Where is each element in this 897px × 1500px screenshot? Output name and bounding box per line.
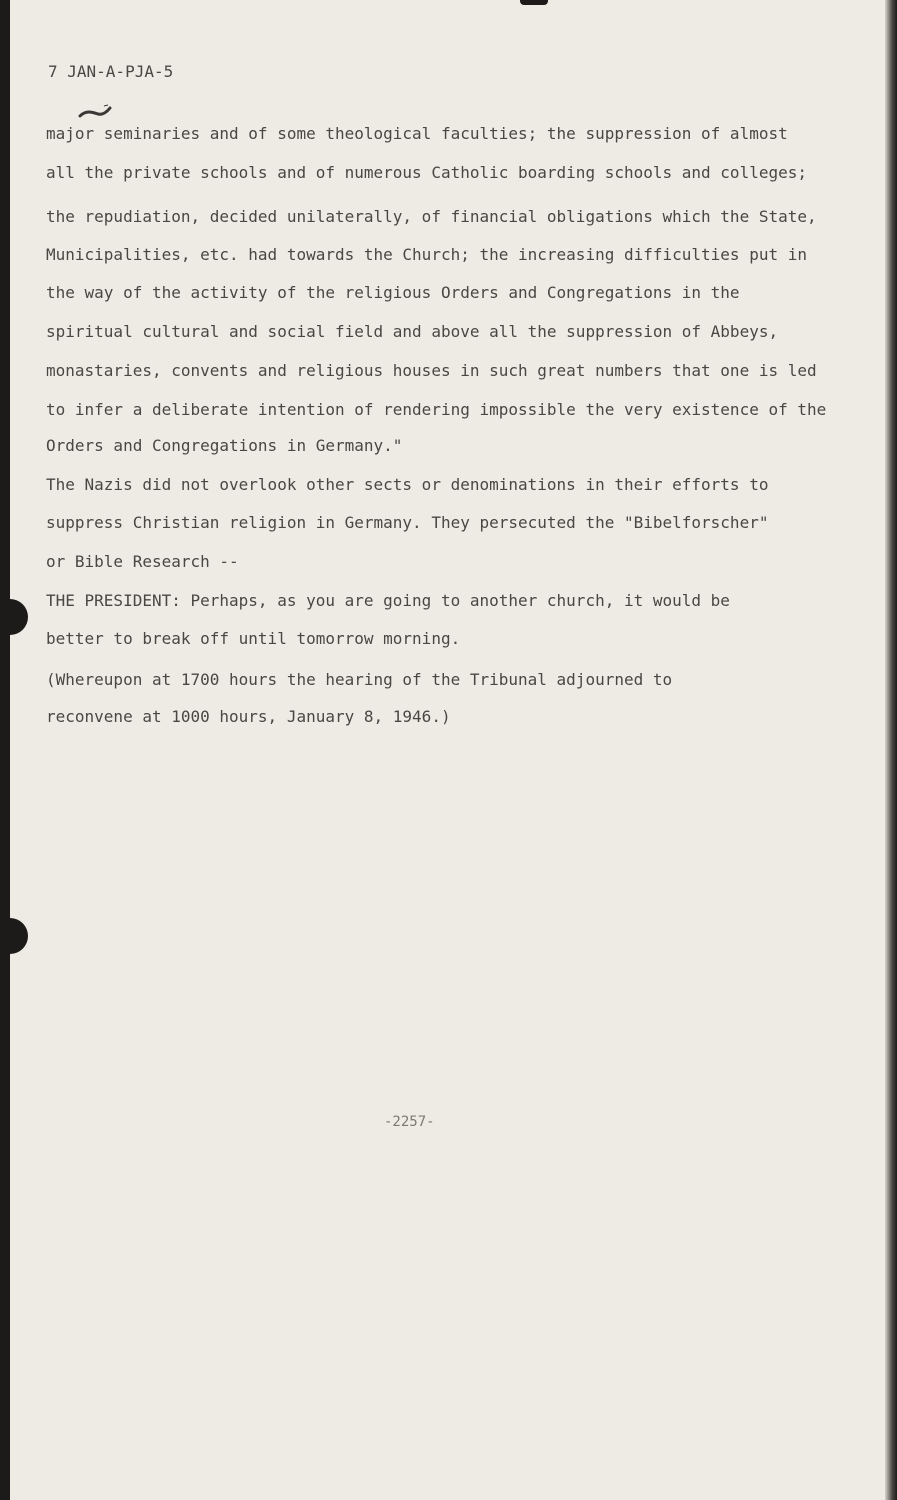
page-number: -2257- (384, 1114, 435, 1130)
body-line-4: Municipalities, etc. had towards the Church; the increasing difficulties put in (46, 245, 807, 264)
body-line-1: major seminaries and of some theological faculties; the suppression of almost (46, 124, 788, 143)
body-line-12: or Bible Research -- (46, 552, 239, 571)
body-line-13: THE PRESIDENT: Perhaps, as you are going to another church, it would be (46, 591, 730, 610)
punch-hole-lower (0, 918, 28, 954)
body-line-10: The Nazis did not overlook other sects or denominations in their efforts to (46, 475, 769, 494)
body-line-15: (Whereupon at 1700 hours the hearing of the Tribunal adjourned to (46, 670, 673, 689)
body-line-6: spiritual cultural and social field and above all the suppression of Abbeys, (46, 322, 779, 341)
document-reference: 7 JAN-A-PJA-5 (48, 62, 174, 81)
body-line-2: all the private schools and of numerous Catholic boarding schools and colleges; (46, 163, 807, 182)
scan-left-edge (0, 0, 10, 1500)
body-line-5: the way of the activity of the religious Orders and Congregations in the (46, 283, 740, 302)
scan-top-mark (520, 0, 548, 5)
body-line-8: to infer a deliberate intention of rendering impossible the very existence of the (46, 400, 827, 419)
scan-right-edge (885, 0, 897, 1500)
punch-hole-upper (0, 599, 28, 635)
body-line-7: monastaries, convents and religious houses in such great numbers that one is led (46, 361, 817, 380)
body-line-11: suppress Christian religion in Germany. They persecuted the "Bibelforscher" (46, 513, 769, 532)
body-line-3: the repudiation, decided unilaterally, of financial obligations which the State, (46, 207, 817, 226)
ink-smudge-mark (78, 104, 112, 120)
body-line-16: reconvene at 1000 hours, January 8, 1946.) (46, 707, 451, 726)
body-line-14: better to break off until tomorrow morning. (46, 629, 461, 648)
body-line-9: Orders and Congregations in Germany." (46, 436, 403, 455)
